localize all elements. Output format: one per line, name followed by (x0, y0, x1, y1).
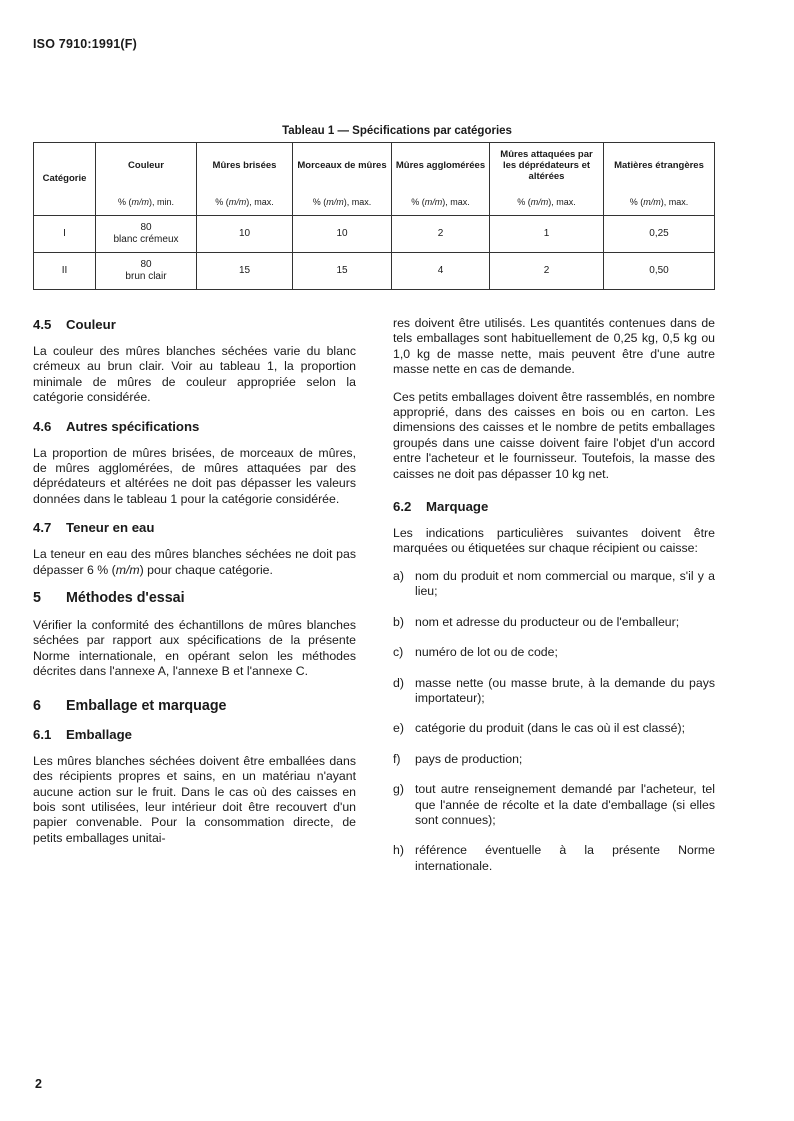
cell-attaquees: 1 (490, 215, 604, 252)
unit-attaquees: % (m/m), max. (490, 188, 604, 215)
section-text-6-2: Les indications particulières suivantes doivent être marquées ou étiquetées sur chaque récipient ou caisse: (393, 526, 715, 556)
header-etrangeres: Matières étrangères (604, 143, 715, 189)
cell-etrangeres: 0,25 (604, 215, 715, 252)
unit-agglomerees: % (m/m), max. (392, 188, 490, 215)
right-column (393, 316, 715, 889)
list-item: b) nom et adresse du producteur ou de l'emballeur; (393, 614, 680, 629)
table-row (34, 252, 715, 289)
section-text-4-7: La teneur en eau des mûres blanches séchées ne doit pas dépasser 6 % (m/m) pour chaque catégorie. (33, 547, 356, 577)
cell-category: I (34, 215, 96, 252)
cell-morceaux: 10 (293, 215, 392, 252)
page-number: 2 (35, 1077, 42, 1091)
section-heading-4-7: 4.7 Teneur en eau (33, 520, 155, 536)
header-category: Catégorie (34, 143, 96, 216)
section-heading-4-6: 4.6 Autres spécifications (33, 418, 200, 434)
section-heading-6: 6 Emballage et marquage (33, 697, 227, 714)
header-brisees: Mûres brisées (197, 143, 293, 189)
left-column (33, 316, 356, 858)
list-item: d) masse nette (ou masse brute, à la demande du pays importateur); (393, 675, 715, 705)
header-couleur: Couleur (96, 143, 197, 189)
list-item: h) référence éventuelle à la présente Norme internationale. (393, 843, 715, 873)
list-item: c) numéro de lot ou de code; (393, 645, 558, 660)
section-text-5: Vérifier la conformité des échantillons de mûres blanches séchées par rapport aux spécifications de la présente Norme internationale, en opérant selon les méthodes décrites dans l'annexe A, l'annexe B et l'annexe C. (33, 618, 356, 679)
cell-couleur: 80 blanc crémeux (96, 215, 197, 252)
paragraph-packaging-continued: res doivent être utilisés. Les quantités contenues dans de tels emballages sont habituellement de 0,25 kg, 0,5 kg ou 1,0 kg de masse nette, mais peuvent être d'une autre masse nette en cas de demande. (393, 316, 715, 377)
section-heading-5: 5 Méthodes d'essai (33, 590, 185, 607)
table-row (34, 215, 715, 252)
section-heading-6-2: 6.2 Marquage (393, 499, 489, 515)
marking-list (393, 569, 715, 874)
section-text-4-5: La couleur des mûres blanches séchées varie du blanc crémeux au brun clair. Voir au tableau 1, la proportion minimale de mûres de couleur appropriée selon la catégorie considérée. (33, 344, 356, 405)
list-item: g) tout autre renseignement demandé par l'acheteur, tel que l'année de récolte et la date d'emballage (si elles sont connues); (393, 782, 715, 827)
specifications-table (33, 142, 715, 290)
header-morceaux: Morceaux de mûres (293, 143, 392, 189)
list-item: f) pays de production; (393, 751, 523, 766)
cell-brisees: 10 (197, 215, 293, 252)
cell-agglomerees: 2 (392, 215, 490, 252)
section-heading-6-1: 6.1 Emballage (33, 726, 132, 742)
cell-morceaux: 15 (293, 252, 392, 289)
unit-brisees: % (m/m), max. (197, 188, 293, 215)
list-item: e) catégorie du produit (dans le cas où il est classé); (393, 721, 685, 736)
unit-morceaux: % (m/m), max. (293, 188, 392, 215)
document-reference: ISO 7910:1991(F) (33, 37, 137, 51)
cell-attaquees: 2 (490, 252, 604, 289)
cell-agglomerees: 4 (392, 252, 490, 289)
section-text-6-1: Les mûres blanches séchées doivent être emballées dans des récipients propres et sains, en un matériau n'ayant aucune action sur le fruit. Dans le cas où des caisses en bois sont utilisées, leur intérieur doit être recouvert d'un papier convenable. Pour la consommation directe, de petits emballages unitai- (33, 753, 356, 845)
list-item: a) nom du produit et nom commercial ou marque, s'il y a lieu; (393, 568, 715, 599)
section-text-4-6: La proportion de mûres brisées, de morceaux de mûres, de mûres agglomérées, de mûres attaquées par des déprédateurs et altérées ne doit pas dépasser les valeurs données dans le tableau 1 pour la catégorie considérée. (33, 445, 356, 506)
header-agglomerees: Mûres agglomérées (392, 143, 490, 189)
paragraph-packaging-cases: Ces petits emballages doivent être rassemblés, en nombre approprié, dans des caisses en bois ou en carton. Les dimensions des caisses et le nombre de petits emballages groupés dans une caisse doivent faire l'objet d'un accord entre l'acheteur et le fournisseur. Toutefois, la masse des caisses ne doit pas dépasser 10 kg net. (393, 389, 715, 481)
table-title: Tableau 1 — Spécifications par catégories (282, 125, 512, 137)
header-attaquees: Mûres attaquées par les déprédateurs et altérées (490, 143, 604, 189)
cell-etrangeres: 0,50 (604, 252, 715, 289)
section-heading-4-5: 4.5 Couleur (33, 317, 116, 332)
cell-couleur: 80 brun clair (96, 252, 197, 289)
unit-couleur: % (m/m), min. (96, 188, 197, 215)
cell-category: II (34, 252, 96, 289)
cell-brisees: 15 (197, 252, 293, 289)
unit-etrangeres: % (m/m), max. (604, 188, 715, 215)
